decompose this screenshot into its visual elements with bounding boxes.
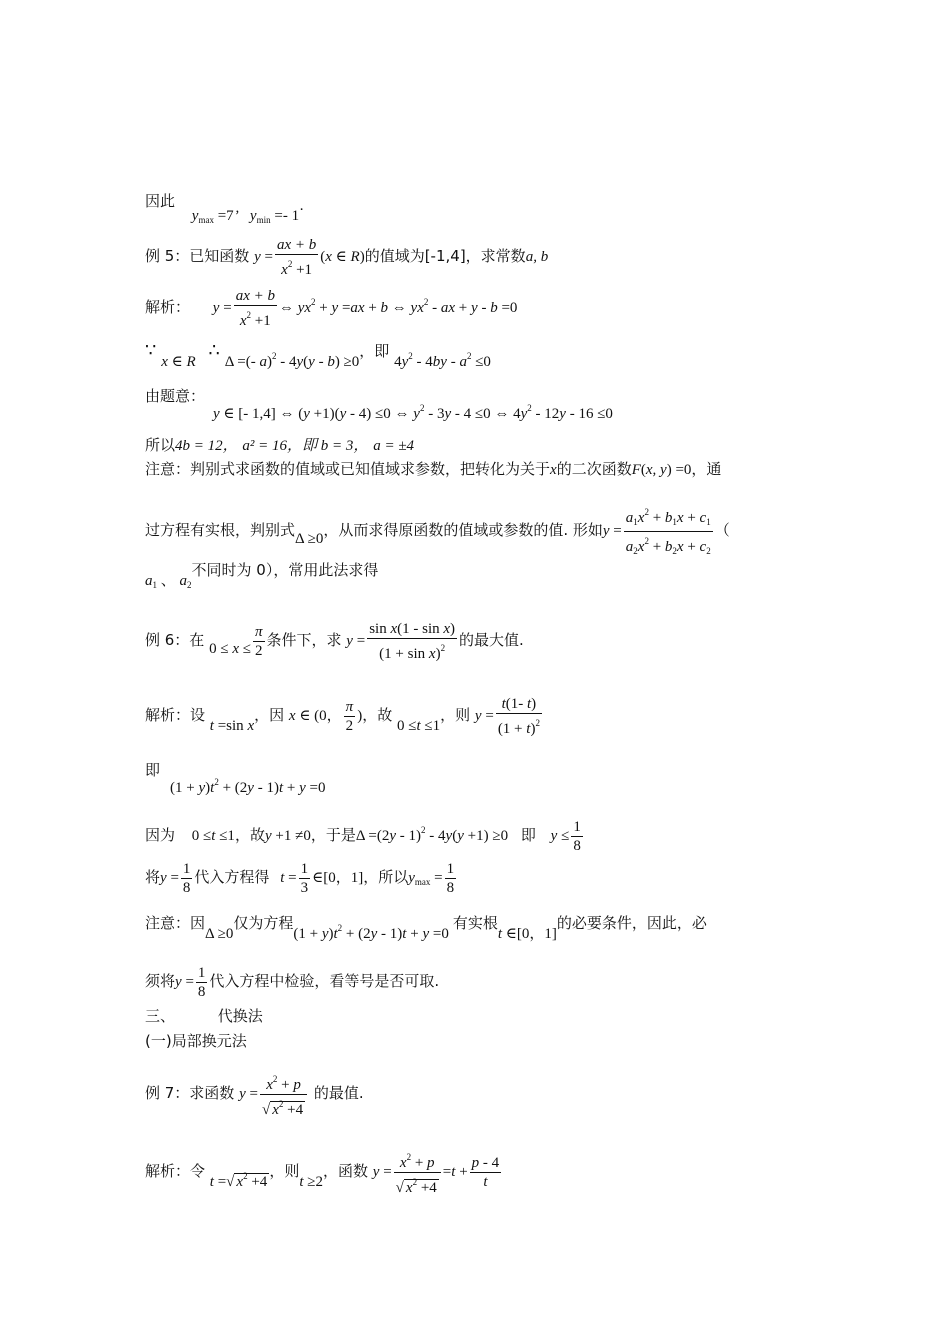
math-t-in: t ∈[0，1]	[497, 926, 557, 942]
math-domain: 0 ≤ x ≤ $\frac{\pi}{2}$	[209, 624, 263, 659]
text-ji: ，即	[359, 342, 390, 360]
because-symbol: ∵	[145, 340, 157, 361]
math-x-interval: x ∈ (0， $\frac{\pi}{2}$ )	[288, 699, 363, 734]
text-c: ，于是	[310, 825, 356, 844]
text-label: 解析：令	[145, 1161, 206, 1180]
math-F: F(x, y) =0	[631, 462, 692, 478]
math-a: a = ±4	[373, 438, 415, 454]
math-quadratic-2: $(1 + y)t^2 + (2y - 1)t + y =0$	[293, 923, 449, 942]
math-sin-function: y = $\frac{\text{sin x(1 - sin x)}}{(1 + \sin x)^2}$	[346, 621, 456, 662]
text-note: 注意：判别式求函数的值域或已知值域求参数，把转化为关于	[145, 460, 551, 478]
line-conclusion	[145, 186, 305, 225]
math-inequality: $4y^2 - 4by - a^2 \le 0$	[394, 351, 491, 370]
math-y-ne: y +1 ≠0	[264, 827, 311, 844]
math-rational-form: y = $\frac{a_1x^2 + b_1x + c_1}{a_2x^2 + b_2x + c_2}$	[603, 523, 715, 539]
line-note-1	[145, 459, 721, 480]
math-t-eq: t = $\frac{1}{3}$ ∈[0，1]	[280, 861, 364, 896]
line-solution-7	[145, 1148, 503, 1197]
line-because	[145, 818, 585, 855]
math-sqrt-function: y = $\frac{x^2 + p}{√ x^2 +4}$	[239, 1086, 309, 1102]
math-delta: Δ =(- a)$^2$ - 4y(y - b) ≥0	[224, 351, 360, 370]
text-end: 的最值.	[313, 1083, 364, 1102]
math-a2: a² = 16，即 b = 3，	[242, 438, 369, 454]
text-note: 不同时为 0），常用此法求得	[191, 561, 379, 579]
line-solution-5	[145, 287, 517, 330]
line-note-4	[145, 908, 707, 942]
text-label: 例 6：在	[145, 630, 205, 649]
text-label: 解析：设	[145, 705, 206, 724]
text-end: 的最大值.	[459, 630, 524, 649]
line-result-5	[145, 435, 414, 456]
line-example-7	[145, 1070, 364, 1119]
section-title: 代换法	[217, 1007, 263, 1025]
text-d: 即	[520, 825, 536, 844]
math-x: x	[550, 462, 557, 478]
math-ab: a, b	[525, 248, 549, 265]
text-c: 有实根	[452, 914, 498, 932]
text-label: 因为	[145, 825, 176, 844]
line-range-chain	[213, 398, 613, 424]
line-note-3	[145, 560, 379, 590]
text-c: ，函数	[322, 1161, 368, 1180]
line-quadratic-eq	[170, 772, 325, 798]
math-delta-ge: Δ ≥0	[205, 926, 234, 942]
math-t-range-2: 0 ≤t ≤1	[191, 827, 235, 844]
text-label: 所以	[145, 436, 176, 454]
math-function: y = $\frac{ax + b}{x^2 +1}$ (x ∈ R)	[254, 237, 365, 278]
text-mid: 条件下，求	[266, 630, 342, 649]
text-mid: 的值域为[-1,4]，求常数	[364, 246, 526, 265]
math-quadratic: $(1 + y)t^2 + (2y - 1)t + y =0$	[170, 777, 326, 796]
math-a1-a2: $a_1$ 、 $a_2$	[145, 571, 192, 590]
text-a: 须将	[145, 971, 176, 990]
text-b: 代入方程得	[194, 867, 270, 886]
math-x-in-r: x ∈ R	[161, 354, 196, 370]
math-y-eq-2: y = $\frac{1}{8}$	[175, 965, 206, 1000]
line-discriminant	[145, 336, 491, 370]
text-label: 解析：	[145, 297, 191, 316]
text-note-b: 的二次函数	[556, 460, 632, 478]
section-number: 三、	[145, 1007, 176, 1025]
text-b: ，因	[254, 705, 285, 724]
line-substitute	[145, 860, 458, 897]
therefore-symbol: ∴	[208, 340, 220, 361]
math-4b: 4b = 12，	[175, 438, 238, 454]
text-b: ，则	[269, 1161, 300, 1180]
math-delta-2: Δ =(2y - 1)$^2$ - 4y(y +1) ≥0	[355, 824, 509, 844]
math-t-ge-2: t ≥2	[299, 1173, 323, 1190]
line-note-2	[145, 503, 730, 560]
math-y-le: y ≤ $\frac{1}{8}$	[550, 819, 581, 854]
math-t-range: 0 ≤t ≤1	[396, 717, 441, 734]
text-label: 即	[145, 761, 161, 779]
math-y-of-t: y = $\frac{t(1- t)}{(1 + t)^2}$	[474, 696, 540, 737]
text-c: ，所以	[363, 867, 409, 886]
section-heading-3	[145, 1006, 263, 1026]
text-label: 由题意：	[145, 387, 206, 405]
math-y-t-form: y = $\frac{x^2 + p}{√ x^2 +4}$ =t + $\frac{p - 4}{t}$	[373, 1164, 503, 1180]
math-t-sqrt: t =√ $x^2 +4$	[209, 1170, 268, 1190]
math-delta-ge-0: Δ ≥0	[295, 530, 324, 547]
text-b: ，故	[234, 825, 265, 844]
line-solution-6	[145, 695, 544, 738]
text-paren: （	[714, 520, 730, 539]
text-note: 过方程有实根，判别式	[145, 520, 296, 539]
math-ymax: $y_{max}$ = $\frac{1}{8}$	[408, 861, 455, 896]
text-d: 的必要条件，因此，必	[556, 914, 707, 932]
line-quadratic	[145, 760, 160, 780]
subsection-title: (一)局部换元法	[145, 1032, 247, 1050]
text-c: ，故	[362, 705, 393, 724]
text-label: 注意：因	[145, 914, 206, 932]
math-range-chain: y ∈ [- 1,4] ⇔ (y +1)(y - 4) ≤0 ⇔ $y^2 - 3y - 4 \le 0$ ⇔ $4y^2 - 12y - 16 \le 0$	[213, 403, 613, 422]
line-note-5	[145, 964, 439, 1001]
line-by-condition	[145, 386, 205, 406]
math-equivalence: y = $\frac{ax + b}{x^2 +1}$ ⇔ $yx^2 + y =ax + b$ ⇔ $yx^2$ - ax + y - b =0	[212, 288, 518, 329]
math-t-sin: t =sin x	[209, 717, 255, 734]
math-y-eq: y = $\frac{1}{8}$	[160, 861, 191, 896]
math-ymax: $y_{max} =7$’ $y_{min} =- 1\cdot$	[191, 202, 305, 225]
text-label: 例 7：求函数	[145, 1083, 235, 1102]
text-note-c: ，通	[691, 460, 722, 478]
subsection-heading-1	[145, 1031, 247, 1051]
text-label: 例 5：已知函数	[145, 246, 250, 265]
text-b: 仅为方程	[233, 914, 294, 932]
text-label: 将	[145, 867, 161, 886]
text-b: 代入方程中检验，看等号是否可取.	[209, 971, 440, 990]
line-example-5	[145, 236, 548, 279]
text-note-b: ，从而求得原函数的值域或参数的值. 形如	[323, 520, 603, 539]
text-d: ，则	[440, 705, 471, 724]
line-example-6	[145, 620, 524, 663]
text-label: 因此	[145, 192, 176, 210]
